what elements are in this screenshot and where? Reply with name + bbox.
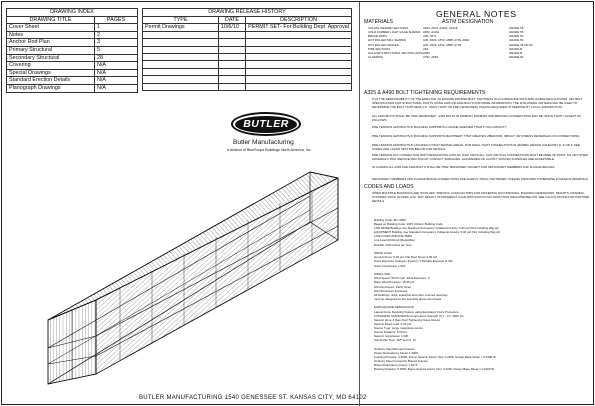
bolt-paragraph: PRE-TENSION A325 BOLTS IF LOCATED IN HIGH SEISMIC AREAS. FOR SNUG-TIGHT CONNECTIONS IN SEISMIC DESIGN CATEGORY D, E OR F, SEE CODES AND LOADS SECTION BELOW FOR DETAILS. [372, 143, 580, 151]
release-history-table [142, 8, 352, 91]
logo-text: BUTLER [235, 116, 297, 133]
col-type: TYPE [143, 16, 219, 24]
load-line: CONCRETE STANDARDS Compressive Strength (f'c) -- F'c: 2000 psi [374, 313, 464, 318]
col-date: DATE [218, 16, 245, 24]
table-row: Special Drawings N/A [7, 69, 138, 77]
bolt-paragraph: IN CANADA ALL A325 AND A490 BOLTS SHALL BE "PRE-TENSIONED" EXCEPT FOR SECONDARY MEMBERS AND FLANGE BRACES. [372, 165, 556, 169]
table-row: Notes 2 [7, 31, 138, 39]
load-line: Seismic Zone 4 (See Roof Tightening Notes Above) [374, 317, 441, 322]
butler-logo [227, 112, 312, 152]
bolt-paragraph: IT IS THE RESPONSIBILITY OF THE ERECTOR TO ENSURE PROPER BOLT TIGHTNESS IN ACCORDANCE WITH APPLICABLE REGULATIONS. SET BOLT SPECIFICATION FOR STRUCTURAL JOINTS USING A325 OR A490 BOLTS FOR MORE INFORMATION. THE FOLLOWING CRITERIA MAY BE USED TO DETERMINE THE BOLT TIGHTNESS (I.E. SNUG TIGHT OR PRE-TENSIONED) UNLESS REQUIRED OTHERWISE BY LOCAL JURISDICTION. [372, 97, 583, 109]
loads-list [374, 218, 500, 371]
load-line: Source Distance: 5.00 km [374, 330, 408, 335]
logo-tagline: a division of BlueScope Buildings North America, Inc. [227, 148, 312, 152]
col-drawing-title: DRAWING TITLE [7, 16, 95, 24]
load-line: Brace Redundancy Factor 1.4074 [374, 363, 418, 368]
table-row: Planograph Drawings N/A [7, 84, 138, 92]
table-row: Primary Structural 5 [7, 46, 138, 54]
load-line: must be designed for the specified above wind loads [374, 296, 442, 301]
bolt-heading: A325 & A490 BOLT TIGHTENING REQUIREMENTS [364, 90, 486, 96]
load-line: LIVE MODE Building Use Standard Occupancy Collateral Gravity: 5.00 psf (Not Including Wtg wt) [374, 226, 499, 231]
load-line: EARTHQUAKE DESIGN DATA [374, 305, 414, 310]
load-line: Live Load 20.00 psf (Reducible) [374, 238, 415, 243]
table-row: Anchor Rod Plan 3 [7, 39, 138, 47]
table-row: Standard Erection Details N/A [7, 77, 138, 85]
table-row [143, 46, 352, 53]
table-row [143, 31, 352, 38]
bolt-paragraph: ALL A490 BOLTS SHALL BE "PRE-TENSIONED". A325 BOLTS IN PRIMARY FRAMING AND BRACING CONNECTIONS MAY BE "SNUG-TIGHT" EXCEPT AS FOLLOWS: [372, 114, 581, 122]
codes-paragraph: WHEN MULTIPLE BUILDINGS ARE INVOLVED, SPECIFIC LOAD FACTORS FOR DIFFERING OCCUPANCIES, BUILDING DIMENSIONS, HEIGHTS, FRAMING SYSTEMS, ROOF SLOPES, ETC. MAY RESULT IN DIFFERENT LOAD APPLICATION FACTORS THAN INDICATED BELOW. SEE CALCULATIONS FOR FURTHER DETAILS. [372, 191, 590, 203]
load-line: Lateral Force Resisting System using Equivalent Force Procedure [374, 309, 459, 314]
load-line: Rainfall: 4.00 inches per hour [374, 242, 412, 247]
release-history-title: DRAWING RELEASE HISTORY [143, 9, 352, 17]
sheet-divider [359, 2, 360, 406]
bolt-paragraph: SECONDARY MEMBERS AND FLANGE BRACE CONNECTIONS ARE ALWAYS "SNUG-TIGHTENED" UNLESS INDICATED OTHERWISE IN DESIGN DRAWINGS. [372, 177, 589, 181]
load-line: Framing R-Factor: 4.5000, Frame Seismic Factor (Ss): 0.2408, Design Base Shear = 0.2408 W [374, 355, 496, 360]
load-line: Seismic Importance: 1.000 [374, 334, 409, 339]
bolt-paragraph: PRE-TENSION A325 BOLTS IF BUILDING SUPPORTS A CRANE GREATER THAN 5 TON CAPACITY. [372, 125, 508, 129]
table-row: Secondary Structural 28 [7, 54, 138, 62]
load-line: EQUIPMENT Building Use Standard Occupancy Collateral Gravity: 5.00 psf (Not Including Wtg wt) [374, 230, 501, 235]
table-row [143, 61, 352, 68]
table-row [143, 76, 352, 83]
load-line: Wind Enclosure Enclosed [374, 288, 407, 293]
logo-subtitle: Butler Manufacturing [233, 139, 294, 146]
load-line: Ordinary Steel Moment Frames [374, 346, 415, 351]
footer-address: BUTLER MANUFACTURING 1540 GENESSEE ST. KANSAS CITY, MO 64102 [139, 395, 367, 401]
load-line: All buildings: drifts, sidelights and other covered openings [374, 292, 448, 297]
load-line: Ordinary Steel Concentric Braced Frames [374, 359, 428, 364]
load-line: Source Type: Large magnitude events [374, 325, 423, 330]
table-row [143, 83, 352, 90]
load-line: Based on Building Code: 1997 Uniform Building Code [374, 222, 443, 227]
astm-heading: ASTM DESIGNATION [442, 19, 494, 25]
table-row [143, 53, 352, 60]
load-line: Basic Wind Pressure: 15.05 psf [374, 280, 415, 285]
load-line: LIVE LOADS AND RAFTERS [374, 234, 412, 239]
table-row: Cover Sheet 1 [7, 24, 138, 32]
table-row [143, 68, 352, 75]
col-description: DESCRIPTION [246, 16, 352, 24]
drawing-sheet: DRAWING INDEX DRAWING TITLE PAGES Cover Sheet 1 Notes 2 Anchor Rod Plan 3 Primary Structural 5 Secondary Structural 28 Covering N/A Special Drawings N/A Standard Erection Details N/A Planograph Drawings N/A DRAWING RELEASE HISTORY TYPE DATE DESCRIPTION Permit Drawings 10/6/10 PERMIT SET- For Building Dept. Approval BUTLER Butler Manufacturing a division of BlueScope Buildings North America, Inc. BUTLER MANUFACTURING 1540 GENESSEE ST. KANSAS CITY, MO 64102 GENERAL NOTES MATERIALS ASTM DESIGNATION 3 PLATE WELDED SECTIONS A529, A572, A1011, A1018 GRADE 55 COLD FORMED LIGHT GAGE SHAPES A653, A1011 GRADE 55 BRACE RODS A36, A572 GRADE 50 HOT ROLLED MILL SHAPES A36, A529, A572, A588, A709, A992 GRADE 50 HOT ROLLED ANGLES A36, A529, A572, A588, A709 GRADE 36 OR 50 PIPE SECTIONS A53 GRADE B HOLLOW STRUCTURAL SECTION (HSS) A500 GRADE B CLADDING A792, A653 GRADE 80 A325 & A490 BOLT TIGHTENING REQUIREMENTS IT IS THE RESPONSIBILITY OF THE ERECTOR TO ENSURE PROPER BOLT TIGHTNESS IN ACCORDANCE WITH APPLICABLE REGULATIONS. SET BOLT SPECIFICATION FOR STRUCTURAL JOINTS USING A325 OR A490 BOLTS FOR MORE INFORMATION. THE FOLLOWING CRITERIA MAY BE USED TO DETERMINE THE BOLT TIGHTNESS (I.E. SNUG TIGHT OR PRE-TENSIONED) UNLESS REQUIRED OTHERWISE BY LOCAL JURISDICTION. ALL A490 BOLTS SHALL BE "PRE-TENSIONED". A325 BOLTS IN PRIMARY FRAMING AND BRACING CONNECTIONS MAY BE "SNUG-TIGHT" EXCEPT AS FOLLOWS: PRE-TENSION A325 BOLTS IF BUILDING SUPPORTS A CRANE GREATER THAN 5 TON CAPACITY. PRE-TENSION A325 BOLTS IF BUILDING SUPPORTS MACHINERY THAT CREATES VIBRATION, IMPACT, OR STRESS REVERSALS ON CONNECTIONS. PRE-TENSION A325 BOLTS IF LOCATED IN HIGH SEISMIC AREAS. FOR SNUG-TIGHT CONNECTIONS IN SEISMIC DESIGN CATEGORY D, E OR F, SEE CODES AND LOADS SECTION BELOW FOR DETAILS. PRE-TENSION ANY CONNECTION WITH DESIGNATION A325-SC (SLIP CRITICAL). SLIP CRITICAL CONNECTIONS MUST BE FREE OF PAINT, OIL OR OTHER MATERIALS THAT REDUCE FRICTION AT CONTACT SURFACES. GALVANIZED OR LIGHTLY RUSTED SURFACES ARE ACCEPTABLE. IN CANADA ALL A325 AND A490 BOLTS SHALL BE "PRE-TENSIONED" EXCEPT FOR SECONDARY MEMBERS AND FLANGE BRACES. SECONDARY MEMBERS AND FLANGE BRACE CONNECTIONS ARE ALWAYS "SNUG-TIGHTENED" UNLESS INDICATED OTHERWISE IN DESIGN DRAWINGS. CODES AND LOADS WHEN MULTIPLE BUILDINGS ARE INVOLVED, SPECIFIC LOAD FACTORS FOR DIFFERING OCCUPANCIES, BUILDING DIMENSIONS, HEIGHTS, FRAMING SYSTEMS, ROOF SLOPES, ETC. MAY RESULT IN DIFFERENT LOAD APPLICATION FACTORS THAN INDICATED BELOW. SEE CALCULATIONS FOR FURTHER DETAILS. Building Code: IBC 2009 Based on Building Code: 1997 Uniform Building Code LIVE MODE Building Use Standard Occupancy Collateral Gravity: 5.00 psf (Not Including Wtg wt) EQUIPMENT Building Use Standard Occupancy Collateral Gravity: 5.00 psf (Not Including Wtg wt) LIVE LOADS AND RAFTERS Live Load 20.00 psf (Reducible) Rainfall: 4.00 inches per hour SNOW LOAD Ground Snow: 0.00 psf, Flat Roof Snow: 0.00 psf Snow Exposure Category (Factor): 2 Partially Exposed (1.00) Snow Importance: 1.000 WIND LOAD Wind Speed: 90.00 mph, Wind Exposure: C Basic Wind Pressure: 15.05 psf Wind Enclosure: Partly Open Wind Enclosure Enclosed All buildings: drifts, sidelights and other covered openings must be designed for the specified above wind loads EARTHQUAKE DESIGN DATA Lateral Force Resisting System using Equivalent Force Procedure CONCRETE STANDARDS Compressive Strength (f'c) -- F'c: 2000 psi Seismic Zone 4 (See Roof Tightening Notes Above) Seismic Dead Load: 0.00 psf Source Type: Large magnitude events Source Distance: 5.00 km Seismic Importance: 1.000 Soil Profile Type: SM* and (S_D) Ordinary Steel Moment Frames Power Redundancy Factor 1.3000 Framing R-Factor: 4.5000, Frame Seismic Factor (Ss): 0.2408, Design Base Shear = 0.2408 W Ordinary Steel Concentric Braced Frames Brace Redundancy Factor 1.4074 Bracing R-Factor: 5.0000, Brace Seismic Factor (Ss): 0.2200, Design Base Shear = 0.2200 W [1, 1, 594, 405]
load-line: SNOW LOAD [374, 251, 392, 256]
table-row: Permit Drawings 10/6/10 PERMIT SET- For Building Dept. Approval [143, 24, 352, 32]
load-line: WIND LOAD [374, 272, 391, 277]
table-row [143, 39, 352, 46]
load-line: Snow Importance: 1.000 [374, 263, 406, 268]
bolt-paragraph: PRE-TENSION A325 BOLTS IF BUILDING SUPPORTS MACHINERY THAT CREATES VIBRATION, IMPACT, OR STRESS REVERSALS ON CONNECTIONS. [372, 134, 581, 138]
load-line: Snow Exposure Category (Factor): 2 Partially Exposed (1.00) [374, 259, 453, 264]
col-pages: PAGES [95, 16, 138, 24]
general-notes-title: GENERAL NOTES [436, 9, 517, 19]
load-line: Ground Snow: 0.00 psf, Flat Roof Snow: 0.00 psf [374, 255, 437, 260]
bolt-paragraph: PRE-TENSION ANY CONNECTION WITH DESIGNATION A325-SC (SLIP CRITICAL). SLIP CRITICAL CONNECTIONS MUST BE FREE OF PAINT, OIL OR OTHER MATERIALS THAT REDUCE FRICTION AT CONTACT SURFACES. GALVANIZED OR LIGHTLY RUSTED SURFACES ARE ACCEPTABLE. [372, 153, 588, 161]
load-line: Power Redundancy Factor 1.3000 [374, 351, 418, 355]
load-line: Seismic Dead Load: 0.00 psf [374, 321, 411, 326]
load-line: Wind Speed: 90.00 mph, Wind Exposure: C [374, 276, 430, 281]
codes-heading: CODES AND LOADS [364, 184, 414, 190]
load-line: Bracing R-Factor: 5.0000, Brace Seismic Factor (Ss): 0.2200, Design Base Shear = 0.2200 W [374, 367, 495, 372]
building-isometric-drawing [2, 152, 358, 392]
load-line: Building Code: IBC 2009 [374, 218, 406, 222]
drawing-index-table [6, 8, 138, 93]
logo-oval [231, 112, 301, 136]
load-line: Soil Profile Type: SM* and (S_D) [374, 338, 416, 343]
materials-heading: MATERIALS [364, 19, 394, 25]
drawing-index-title: DRAWING INDEX [7, 9, 138, 17]
table-row: Covering N/A [7, 62, 138, 70]
load-line: Wind Enclosure: Partly Open [374, 284, 412, 289]
